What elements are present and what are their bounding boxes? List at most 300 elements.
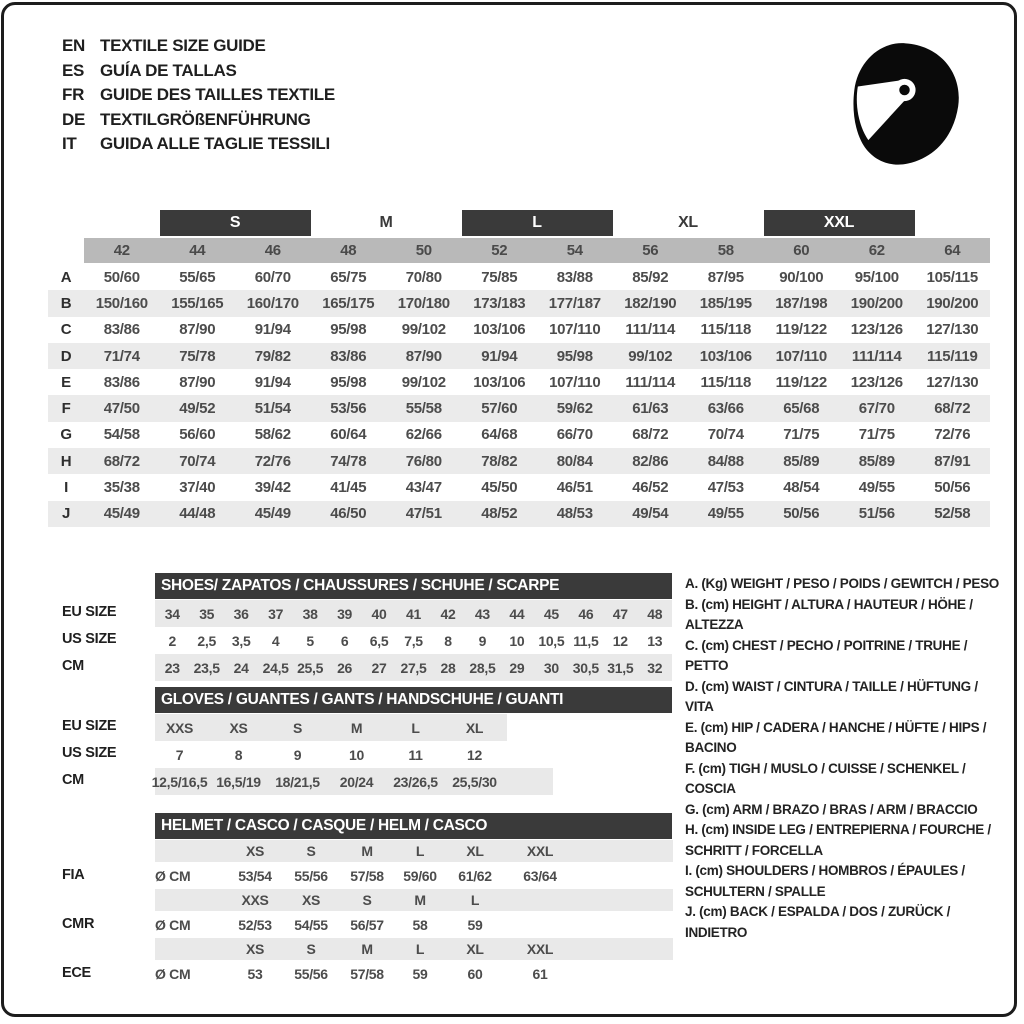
helmet-size-label: XS bbox=[245, 941, 265, 957]
size-cell: 107/110 bbox=[549, 373, 601, 391]
size-cell: 185/195 bbox=[699, 294, 752, 312]
size-cell: 35 bbox=[199, 605, 215, 622]
size-cell: 12 bbox=[612, 632, 628, 649]
size-cell: 45/49 bbox=[254, 505, 291, 523]
size-cell: 99/102 bbox=[401, 321, 446, 339]
table-row bbox=[155, 600, 672, 627]
helmet-size-cell: 53 bbox=[247, 965, 263, 982]
row-label-cm: CM bbox=[62, 772, 84, 788]
size-cell: 4 bbox=[271, 632, 280, 649]
size-cell: 62/66 bbox=[405, 426, 442, 444]
language-title: TEXTILE SIZE GUIDE bbox=[100, 36, 266, 56]
size-cell: 99/102 bbox=[628, 347, 673, 365]
unit-label: Ø CM bbox=[155, 867, 191, 884]
helmet-size-cell: 56/57 bbox=[350, 916, 384, 933]
helmet-size-label: L bbox=[415, 941, 425, 957]
size-cell: 30 bbox=[543, 659, 559, 676]
table-row bbox=[150, 741, 504, 768]
gloves-table-title: GLOVES / GUANTES / GANTS / HANDSCHUHE / GUANTI bbox=[155, 687, 672, 713]
size-cell: 95/98 bbox=[330, 373, 367, 391]
size-band-s: S bbox=[160, 210, 311, 236]
size-cell: 3,5 bbox=[231, 632, 251, 649]
helmet-size-label: XXL bbox=[526, 941, 554, 957]
size-cell: 91/94 bbox=[254, 321, 291, 339]
size-cell: 48/52 bbox=[481, 505, 518, 523]
helmet-size-cell: 59 bbox=[467, 916, 483, 933]
size-cell: 72/76 bbox=[254, 452, 291, 470]
size-cell: 67/70 bbox=[858, 400, 895, 418]
size-cell: 11 bbox=[408, 746, 423, 763]
table-row bbox=[48, 474, 990, 500]
unit-label: Ø CM bbox=[155, 916, 191, 933]
column-header-row bbox=[48, 238, 990, 263]
table-row bbox=[48, 369, 990, 395]
size-cell: 115/119 bbox=[927, 347, 978, 365]
row-letter: G bbox=[60, 426, 72, 444]
helmet-size-cell: 58 bbox=[412, 916, 428, 933]
size-cell: 7,5 bbox=[404, 632, 423, 649]
size-cell: 107/110 bbox=[549, 321, 601, 339]
size-cell: 177/187 bbox=[548, 294, 601, 312]
size-cell: 8 bbox=[444, 632, 452, 649]
size-cell: 79/82 bbox=[254, 347, 291, 365]
size-cell: 25,5/30 bbox=[452, 773, 497, 790]
helmet-size-label: M bbox=[361, 941, 373, 957]
size-cell: 50/56 bbox=[934, 479, 971, 497]
size-cell: 10,5 bbox=[538, 632, 565, 649]
size-cell: 18/21,5 bbox=[275, 773, 320, 790]
size-cell: 160/170 bbox=[246, 294, 299, 312]
size-cell: 111/114 bbox=[625, 321, 676, 339]
size-cell: 87/91 bbox=[934, 452, 971, 470]
size-cell: 39 bbox=[337, 605, 353, 622]
size-cell: 57/60 bbox=[481, 400, 518, 418]
size-cell: 38 bbox=[302, 605, 318, 622]
row-letter: E bbox=[61, 373, 71, 391]
size-cell: 95/98 bbox=[556, 347, 593, 365]
legend-item: F. (cm) TIGH / MUSLO / CUISSE / SCHENKEL / COSCIA bbox=[685, 760, 966, 796]
helmet-size-cell: 55/56 bbox=[294, 867, 328, 884]
language-title: GUÍA DE TALLAS bbox=[100, 60, 237, 80]
size-cell: 35/38 bbox=[103, 479, 140, 497]
helmet-size-cell: 55/56 bbox=[294, 965, 328, 982]
size-cell: 165/175 bbox=[322, 294, 375, 312]
size-cell: 170/180 bbox=[397, 294, 450, 312]
size-cell: 20/24 bbox=[339, 773, 374, 790]
row-label-cm: CM bbox=[62, 658, 84, 674]
helmet-size-cell: 52/53 bbox=[238, 916, 272, 933]
size-cell: 51/54 bbox=[254, 400, 291, 418]
size-cell: 40 bbox=[371, 605, 387, 622]
size-cell: 83/88 bbox=[556, 268, 593, 286]
size-cell: 87/90 bbox=[179, 373, 216, 391]
size-cell: 60/64 bbox=[330, 426, 367, 444]
column-header: 44 bbox=[160, 238, 236, 263]
column-header: 46 bbox=[235, 238, 311, 263]
size-cell: 99/102 bbox=[401, 373, 446, 391]
size-cell: 85/89 bbox=[783, 452, 820, 470]
table-row bbox=[48, 290, 990, 316]
size-cell: 29 bbox=[509, 659, 525, 676]
size-cell: 49/54 bbox=[632, 505, 669, 523]
size-cell: 34 bbox=[164, 605, 180, 622]
size-cell: 47/50 bbox=[103, 400, 140, 418]
size-cell: 46/50 bbox=[330, 505, 367, 523]
helmet-size-row bbox=[155, 938, 575, 960]
size-cell: 65/75 bbox=[330, 268, 367, 286]
size-cell: 27,5 bbox=[400, 659, 427, 676]
table-row bbox=[155, 654, 672, 681]
size-cell: 76/80 bbox=[405, 452, 442, 470]
helmet-size-label: XS bbox=[245, 843, 265, 859]
size-cell: 32 bbox=[647, 659, 663, 676]
table-row bbox=[48, 395, 990, 421]
table-row bbox=[150, 768, 504, 795]
size-cell: 70/74 bbox=[179, 452, 216, 470]
row-letter: A bbox=[60, 268, 72, 286]
size-cell: 103/106 bbox=[473, 373, 526, 391]
size-cell: 46/51 bbox=[556, 479, 593, 497]
column-header: 58 bbox=[688, 238, 764, 263]
size-cell: 58/62 bbox=[254, 426, 291, 444]
size-cell: 115/118 bbox=[700, 373, 751, 391]
size-cell: 2 bbox=[168, 632, 176, 649]
unit-label: Ø CM bbox=[155, 965, 191, 982]
standard-label-cmr: CMR bbox=[62, 916, 95, 932]
helmet-size-label: L bbox=[470, 892, 480, 908]
helmet-data-row bbox=[155, 960, 575, 987]
standard-label-ece: ECE bbox=[62, 965, 91, 981]
table-row bbox=[48, 501, 990, 527]
size-cell: 82/86 bbox=[632, 452, 669, 470]
row-label-eu-size: EU SIZE bbox=[62, 604, 117, 620]
size-cell: 68/72 bbox=[103, 452, 140, 470]
row-label-eu-size: EU SIZE bbox=[62, 718, 117, 734]
size-cell: 48/53 bbox=[556, 505, 593, 523]
size-cell: 187/198 bbox=[775, 294, 828, 312]
table-row bbox=[48, 264, 990, 290]
helmet-size-label: XL bbox=[466, 941, 484, 957]
size-cell: 7 bbox=[175, 746, 184, 763]
size-cell: 48 bbox=[647, 605, 663, 622]
size-cell: 119/122 bbox=[775, 321, 827, 339]
column-header: 50 bbox=[386, 238, 462, 263]
size-cell: 24,5 bbox=[262, 659, 289, 676]
size-cell: 55/58 bbox=[405, 400, 442, 418]
language-line bbox=[62, 34, 335, 59]
size-cell: 12 bbox=[467, 746, 482, 763]
size-cell: 16,5/19 bbox=[216, 773, 261, 790]
size-cell: 5 bbox=[306, 632, 314, 649]
size-cell: 51/56 bbox=[858, 505, 895, 523]
size-cell: 70/74 bbox=[707, 426, 744, 444]
language-code: ES bbox=[62, 60, 85, 80]
helmet-size-label: S bbox=[362, 892, 372, 908]
size-cell: 25,5 bbox=[297, 659, 324, 676]
row-letter: D bbox=[60, 347, 72, 365]
row-label-us-size: US SIZE bbox=[62, 631, 117, 647]
legend-item: B. (cm) HEIGHT / ALTURA / HAUTEUR / HÖHE / ALTEZZA bbox=[685, 596, 973, 632]
size-cell: 43/47 bbox=[405, 479, 442, 497]
size-band-m: M bbox=[379, 214, 393, 231]
size-cell: 23/26,5 bbox=[393, 773, 438, 790]
size-cell: 64/68 bbox=[481, 426, 518, 444]
language-code: FR bbox=[62, 85, 85, 105]
column-header: 54 bbox=[537, 238, 613, 263]
size-cell: 6,5 bbox=[369, 632, 389, 649]
size-cell: 71/74 bbox=[103, 347, 140, 365]
size-band-xxl: XXL bbox=[764, 210, 915, 236]
helmet-size-label: XS bbox=[301, 892, 321, 908]
size-cell: 28,5 bbox=[469, 659, 496, 676]
size-cell: L bbox=[411, 719, 420, 736]
helmet-size-cell: 61/62 bbox=[458, 867, 492, 884]
size-cell: 53/56 bbox=[330, 400, 367, 418]
language-code: EN bbox=[62, 36, 86, 56]
size-cell: 87/90 bbox=[405, 347, 442, 365]
size-cell: 9 bbox=[478, 632, 487, 649]
size-cell: 48/54 bbox=[783, 479, 820, 497]
column-header: 52 bbox=[462, 238, 538, 263]
helmet-size-label: S bbox=[306, 843, 316, 859]
size-cell: 47/53 bbox=[707, 479, 744, 497]
column-header: 42 bbox=[84, 238, 160, 263]
legend-item: D. (cm) WAIST / CINTURA / TAILLE / HÜFTUNG / VITA bbox=[685, 678, 978, 714]
row-label-us-size: US SIZE bbox=[62, 745, 117, 761]
legend-item: G. (cm) ARM / BRAZO / BRAS / ARM / BRACCIO bbox=[685, 801, 978, 817]
size-band-xl: XL bbox=[678, 214, 698, 231]
helmet-data-row bbox=[155, 862, 575, 889]
helmet-size-cell: 59 bbox=[412, 965, 428, 982]
helmet-size-row bbox=[155, 889, 575, 911]
table-row bbox=[150, 714, 504, 741]
size-cell: 85/92 bbox=[632, 268, 669, 286]
size-cell: 150/160 bbox=[95, 294, 148, 312]
size-cell: 68/72 bbox=[632, 426, 669, 444]
row-letter: F bbox=[61, 400, 71, 418]
size-cell: 47/51 bbox=[405, 505, 442, 523]
legend-item: E. (cm) HIP / CADERA / HANCHE / HÜFTE / HIPS / BACINO bbox=[685, 719, 987, 755]
shoes-table-title: SHOES/ ZAPATOS / CHAUSSURES / SCHUHE / SCARPE bbox=[155, 573, 672, 599]
size-cell: 52/58 bbox=[934, 505, 971, 523]
size-cell: 71/75 bbox=[858, 426, 895, 444]
table-row bbox=[48, 422, 990, 448]
size-cell: 83/86 bbox=[103, 373, 140, 391]
table-row bbox=[48, 343, 990, 369]
size-cell: 49/55 bbox=[707, 505, 744, 523]
size-cell: 12,5/16,5 bbox=[151, 773, 208, 790]
size-cell: 46/52 bbox=[632, 479, 669, 497]
helmet-data-row bbox=[155, 911, 575, 938]
size-cell: 103/106 bbox=[473, 321, 526, 339]
size-cell: 107/110 bbox=[775, 347, 827, 365]
size-cell: 41/45 bbox=[330, 479, 367, 497]
size-cell: 10 bbox=[349, 746, 364, 763]
size-cell: 27 bbox=[371, 659, 387, 676]
size-cell: 182/190 bbox=[624, 294, 677, 312]
measurement-legend bbox=[685, 574, 1000, 943]
size-cell: 111/114 bbox=[851, 347, 902, 365]
size-cell: 83/86 bbox=[330, 347, 367, 365]
size-cell: 41 bbox=[406, 605, 421, 622]
size-cell: 190/200 bbox=[926, 294, 979, 312]
size-cell: 91/94 bbox=[254, 373, 291, 391]
size-cell: 23 bbox=[164, 659, 180, 676]
size-cell: 13 bbox=[647, 632, 663, 649]
size-cell: 74/78 bbox=[330, 452, 367, 470]
column-header: 48 bbox=[311, 238, 387, 263]
helmet-size-label: XXL bbox=[526, 843, 554, 859]
size-cell: 103/106 bbox=[699, 347, 752, 365]
language-title: GUIDE DES TAILLES TEXTILE bbox=[100, 85, 335, 105]
size-cell: 90/100 bbox=[779, 268, 824, 286]
language-title-list bbox=[62, 34, 335, 157]
table-row bbox=[155, 627, 672, 654]
table-row bbox=[48, 317, 990, 343]
size-cell: 49/52 bbox=[179, 400, 216, 418]
helmet-size-cell: 59/60 bbox=[403, 867, 437, 884]
size-cell: 123/126 bbox=[850, 373, 903, 391]
size-cell: 68/72 bbox=[934, 400, 971, 418]
size-cell: 71/75 bbox=[783, 426, 820, 444]
size-cell: 37/40 bbox=[179, 479, 216, 497]
size-cell: 111/114 bbox=[625, 373, 676, 391]
size-cell: 6 bbox=[340, 632, 349, 649]
size-cell: 9 bbox=[293, 746, 302, 763]
helmet-size-label: M bbox=[361, 843, 373, 859]
size-cell: 127/130 bbox=[926, 321, 979, 339]
legend-item: H. (cm) INSIDE LEG / ENTREPIERNA / FOURCHE / SCHRITT / FORCELLA bbox=[685, 822, 991, 858]
size-cell: 44 bbox=[509, 605, 525, 622]
size-cell: 36 bbox=[233, 605, 249, 622]
language-title: GUIDA ALLE TAGLIE TESSILI bbox=[100, 134, 330, 154]
size-cell: 105/115 bbox=[926, 268, 978, 286]
size-cell: 61/63 bbox=[632, 400, 669, 418]
size-cell: 11,5 bbox=[573, 632, 599, 649]
row-letter: J bbox=[61, 505, 71, 523]
legend-item: I. (cm) SHOULDERS / HOMBROS / ÉPAULES / SCHULTERN / SPALLE bbox=[685, 863, 965, 899]
language-code: DE bbox=[62, 109, 86, 129]
row-letter: I bbox=[64, 479, 68, 497]
size-cell: 59/62 bbox=[556, 400, 593, 418]
helmet-icon bbox=[838, 24, 978, 184]
size-cell: 95/100 bbox=[854, 268, 899, 286]
size-cell: 87/95 bbox=[707, 268, 744, 286]
size-cell: 23,5 bbox=[193, 659, 220, 676]
size-band-row bbox=[48, 210, 990, 236]
size-cell: XXS bbox=[165, 719, 194, 736]
size-cell: 43 bbox=[474, 605, 490, 622]
row-letter: H bbox=[60, 452, 72, 470]
size-cell: 45 bbox=[543, 605, 559, 622]
size-cell: 190/200 bbox=[850, 294, 903, 312]
helmet-size-cell: 60 bbox=[467, 965, 483, 982]
row-letter: B bbox=[60, 294, 72, 312]
size-cell: 75/85 bbox=[481, 268, 518, 286]
legend-item: J. (cm) BACK / ESPALDA / DOS / ZURÜCK / INDIETRO bbox=[685, 904, 951, 940]
size-cell: 85/89 bbox=[858, 452, 895, 470]
size-cell: 8 bbox=[234, 746, 243, 763]
size-cell: 127/130 bbox=[926, 373, 979, 391]
helmet-size-row bbox=[155, 840, 575, 862]
size-cell: 123/126 bbox=[850, 321, 903, 339]
helmet-size-label: L bbox=[415, 843, 425, 859]
row-letter: C bbox=[60, 321, 72, 339]
helmet-size-label: XL bbox=[466, 843, 484, 859]
size-cell: XL bbox=[465, 719, 484, 736]
size-cell: 87/90 bbox=[179, 321, 216, 339]
size-cell: 37 bbox=[268, 605, 284, 622]
size-cell: 63/66 bbox=[707, 400, 744, 418]
size-band-l: L bbox=[462, 210, 613, 236]
helmet-size-cell: 57/58 bbox=[350, 867, 384, 884]
size-cell: 75/78 bbox=[179, 347, 216, 365]
helmet-size-cell: 53/54 bbox=[238, 867, 272, 884]
column-header: 64 bbox=[915, 238, 991, 263]
size-cell: M bbox=[350, 719, 363, 736]
size-cell: 84/88 bbox=[707, 452, 744, 470]
size-cell: 54/58 bbox=[103, 426, 140, 444]
size-cell: 56/60 bbox=[179, 426, 216, 444]
size-cell: 72/76 bbox=[934, 426, 971, 444]
size-cell: 31,5 bbox=[607, 659, 634, 676]
size-cell: 10 bbox=[509, 632, 525, 649]
size-cell: 42 bbox=[440, 605, 456, 622]
language-line bbox=[62, 83, 335, 108]
helmet-size-label: M bbox=[414, 892, 426, 908]
column-header: 60 bbox=[764, 238, 840, 263]
table-row bbox=[48, 448, 990, 474]
standard-label-fia: FIA bbox=[62, 867, 85, 883]
language-line bbox=[62, 132, 335, 157]
size-cell: 55/65 bbox=[179, 268, 216, 286]
size-cell: 28 bbox=[440, 659, 456, 676]
language-code: IT bbox=[62, 134, 77, 154]
size-cell: S bbox=[292, 719, 303, 736]
size-cell: 45/49 bbox=[103, 505, 140, 523]
helmet-size-cell: 54/55 bbox=[294, 916, 328, 933]
size-cell: 44/48 bbox=[179, 505, 216, 523]
size-cell: 91/94 bbox=[481, 347, 518, 365]
helmet-size-cell: 61 bbox=[532, 965, 548, 982]
size-cell: 26 bbox=[337, 659, 353, 676]
column-header: 56 bbox=[613, 238, 689, 263]
size-cell: 24 bbox=[233, 659, 249, 676]
helmet-size-cell: 63/64 bbox=[523, 867, 557, 884]
size-cell: 39/42 bbox=[254, 479, 291, 497]
size-cell: 66/70 bbox=[556, 426, 593, 444]
size-cell: 65/68 bbox=[783, 400, 820, 418]
helmet-size-label: S bbox=[306, 941, 316, 957]
language-title: TEXTILGRÖßENFÜHRUNG bbox=[100, 109, 311, 129]
language-line bbox=[62, 108, 335, 133]
size-cell: 119/122 bbox=[775, 373, 827, 391]
size-cell: 46 bbox=[578, 605, 594, 622]
helmet-table-title: HELMET / CASCO / CASQUE / HELM / CASCO bbox=[155, 813, 672, 839]
size-cell: 60/70 bbox=[254, 268, 291, 286]
size-cell: 50/60 bbox=[103, 268, 140, 286]
legend-item: A. (Kg) WEIGHT / PESO / POIDS / GEWITCH / PESO bbox=[685, 576, 999, 591]
legend-item: C. (cm) CHEST / PECHO / POITRINE / TRUHE / PETTO bbox=[685, 637, 968, 673]
size-cell: 95/98 bbox=[330, 321, 367, 339]
size-cell: 30,5 bbox=[572, 659, 599, 676]
size-cell: 49/55 bbox=[858, 479, 895, 497]
size-cell: 45/50 bbox=[481, 479, 518, 497]
textile-size-table bbox=[48, 210, 990, 527]
language-line bbox=[62, 59, 335, 84]
size-cell: 173/183 bbox=[473, 294, 526, 312]
column-header: 62 bbox=[839, 238, 915, 263]
